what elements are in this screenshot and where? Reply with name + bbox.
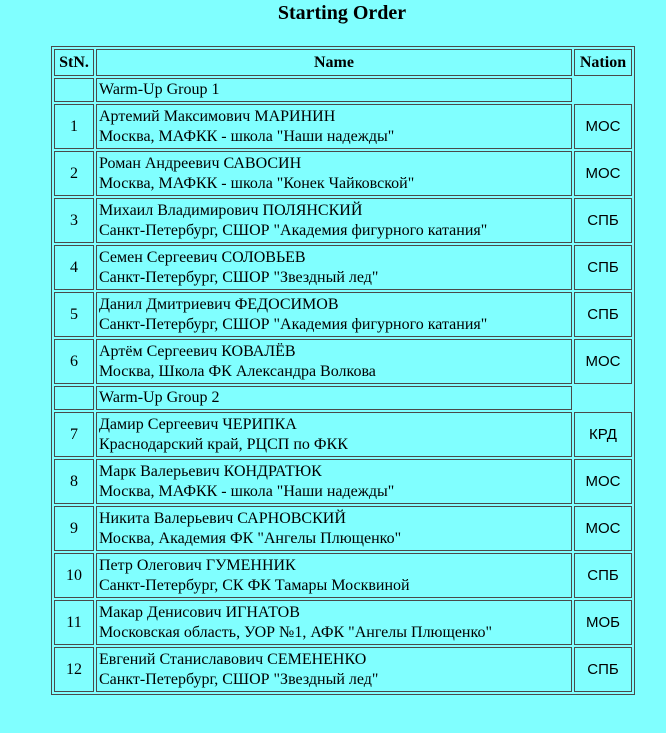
start-number: 3 xyxy=(54,198,94,243)
skater-club: Москва, Академия ФК "Ангелы Плющенко" xyxy=(99,529,402,547)
skater-name: Роман Андреевич САВОСИН xyxy=(99,154,302,172)
table-row xyxy=(54,412,632,457)
table-row xyxy=(54,600,632,645)
start-number: 11 xyxy=(54,600,94,645)
skater-name: Артемий Максимович МАРИНИН xyxy=(99,107,336,125)
nation-code: СПБ xyxy=(574,198,632,243)
start-number: 2 xyxy=(54,151,94,196)
skater-name: Дамир Сергеевич ЧЕРИПКА xyxy=(99,415,297,433)
skater-cell xyxy=(96,600,572,645)
skater-cell xyxy=(96,198,572,243)
skater-name: Петр Олегович ГУМЕННИК xyxy=(99,556,296,574)
nation-code: МОС xyxy=(574,459,632,504)
skater-club: Москва, МАФКК - школа "Конек Чайковской" xyxy=(99,174,415,192)
nation-code: МОС xyxy=(574,506,632,551)
skater-cell xyxy=(96,339,572,384)
group-label: Warm-Up Group 2 xyxy=(96,386,572,410)
start-number: 7 xyxy=(54,412,94,457)
skater-club: Санкт-Петербург, СК ФК Тамары Москвиной xyxy=(99,576,410,594)
group-blank-cell xyxy=(54,386,94,410)
skater-name: Артём Сергеевич КОВАЛЁВ xyxy=(99,342,296,360)
nation-code: СПБ xyxy=(574,245,632,290)
table-row xyxy=(54,459,632,504)
group-empty-nation xyxy=(574,78,632,102)
nation-code: КРД xyxy=(574,412,632,457)
skater-cell xyxy=(96,553,572,598)
nation-code: МОС xyxy=(574,339,632,384)
skater-cell xyxy=(96,245,572,290)
start-number: 6 xyxy=(54,339,94,384)
start-number: 1 xyxy=(54,104,94,149)
skater-club: Санкт-Петербург, СШОР "Звездный лед" xyxy=(99,670,379,688)
skater-club: Москва, Школа ФК Александра Волкова xyxy=(99,362,376,380)
start-number: 12 xyxy=(54,647,94,692)
skater-cell xyxy=(96,151,572,196)
skater-cell xyxy=(96,412,572,457)
skater-name: Семен Сергеевич СОЛОВЬЕВ xyxy=(99,248,306,266)
nation-code: МОС xyxy=(574,151,632,196)
start-number: 4 xyxy=(54,245,94,290)
skater-cell xyxy=(96,506,572,551)
nation-code: СПБ xyxy=(574,647,632,692)
skater-name: Данил Дмитриевич ФЕДОСИМОВ xyxy=(99,295,339,313)
skater-club: Московская область, УОР №1, АФК "Ангелы Плющенко" xyxy=(99,623,492,641)
starting-order-table xyxy=(51,46,635,695)
nation-code: СПБ xyxy=(574,553,632,598)
skater-name: Марк Валерьевич КОНДРАТЮК xyxy=(99,462,322,480)
start-number: 10 xyxy=(54,553,94,598)
header-name: Name xyxy=(96,49,572,76)
table-row xyxy=(54,104,632,149)
start-number: 8 xyxy=(54,459,94,504)
skater-name: Евгений Станиславович СЕМЕНЕНКО xyxy=(99,650,367,668)
group-blank-cell xyxy=(54,78,94,102)
start-number: 9 xyxy=(54,506,94,551)
skater-club: Москва, МАФКК - школа "Наши надежды" xyxy=(99,482,395,500)
nation-code: МОБ xyxy=(574,600,632,645)
header-stn: StN. xyxy=(54,49,94,76)
table-row xyxy=(54,647,632,692)
skater-name: Никита Валерьевич САРНОВСКИЙ xyxy=(99,509,346,527)
skater-club: Москва, МАФКК - школа "Наши надежды" xyxy=(99,127,395,145)
page-title: Starting Order xyxy=(277,2,407,24)
nation-code: СПБ xyxy=(574,292,632,337)
skater-club: Санкт-Петербург, СШОР "Академия фигурного катания" xyxy=(99,221,488,239)
skater-cell xyxy=(96,104,572,149)
skater-club: Краснодарский край, РЦСП по ФКК xyxy=(99,435,348,453)
start-number: 5 xyxy=(54,292,94,337)
table-row xyxy=(54,506,632,551)
table-row xyxy=(54,292,632,337)
group-empty-nation xyxy=(574,386,632,410)
table-body xyxy=(54,78,632,692)
skater-club: Санкт-Петербург, СШОР "Академия фигурного катания" xyxy=(99,315,488,333)
header-nation: Nation xyxy=(574,49,632,76)
table-row xyxy=(54,553,632,598)
skater-club: Санкт-Петербург, СШОР "Звездный лед" xyxy=(99,268,379,286)
skater-name: Макар Денисович ИГНАТОВ xyxy=(99,603,300,621)
skater-name: Михаил Владимирович ПОЛЯНСКИЙ xyxy=(99,201,363,219)
skater-cell xyxy=(96,459,572,504)
table-row xyxy=(54,245,632,290)
skater-cell xyxy=(96,292,572,337)
table-row xyxy=(54,151,632,196)
table-row xyxy=(54,339,632,384)
warmup-group-row xyxy=(54,386,632,410)
table-row xyxy=(54,198,632,243)
header-row xyxy=(54,49,632,76)
nation-code: МОС xyxy=(574,104,632,149)
warmup-group-row xyxy=(54,78,632,102)
skater-cell xyxy=(96,647,572,692)
group-label: Warm-Up Group 1 xyxy=(96,78,572,102)
